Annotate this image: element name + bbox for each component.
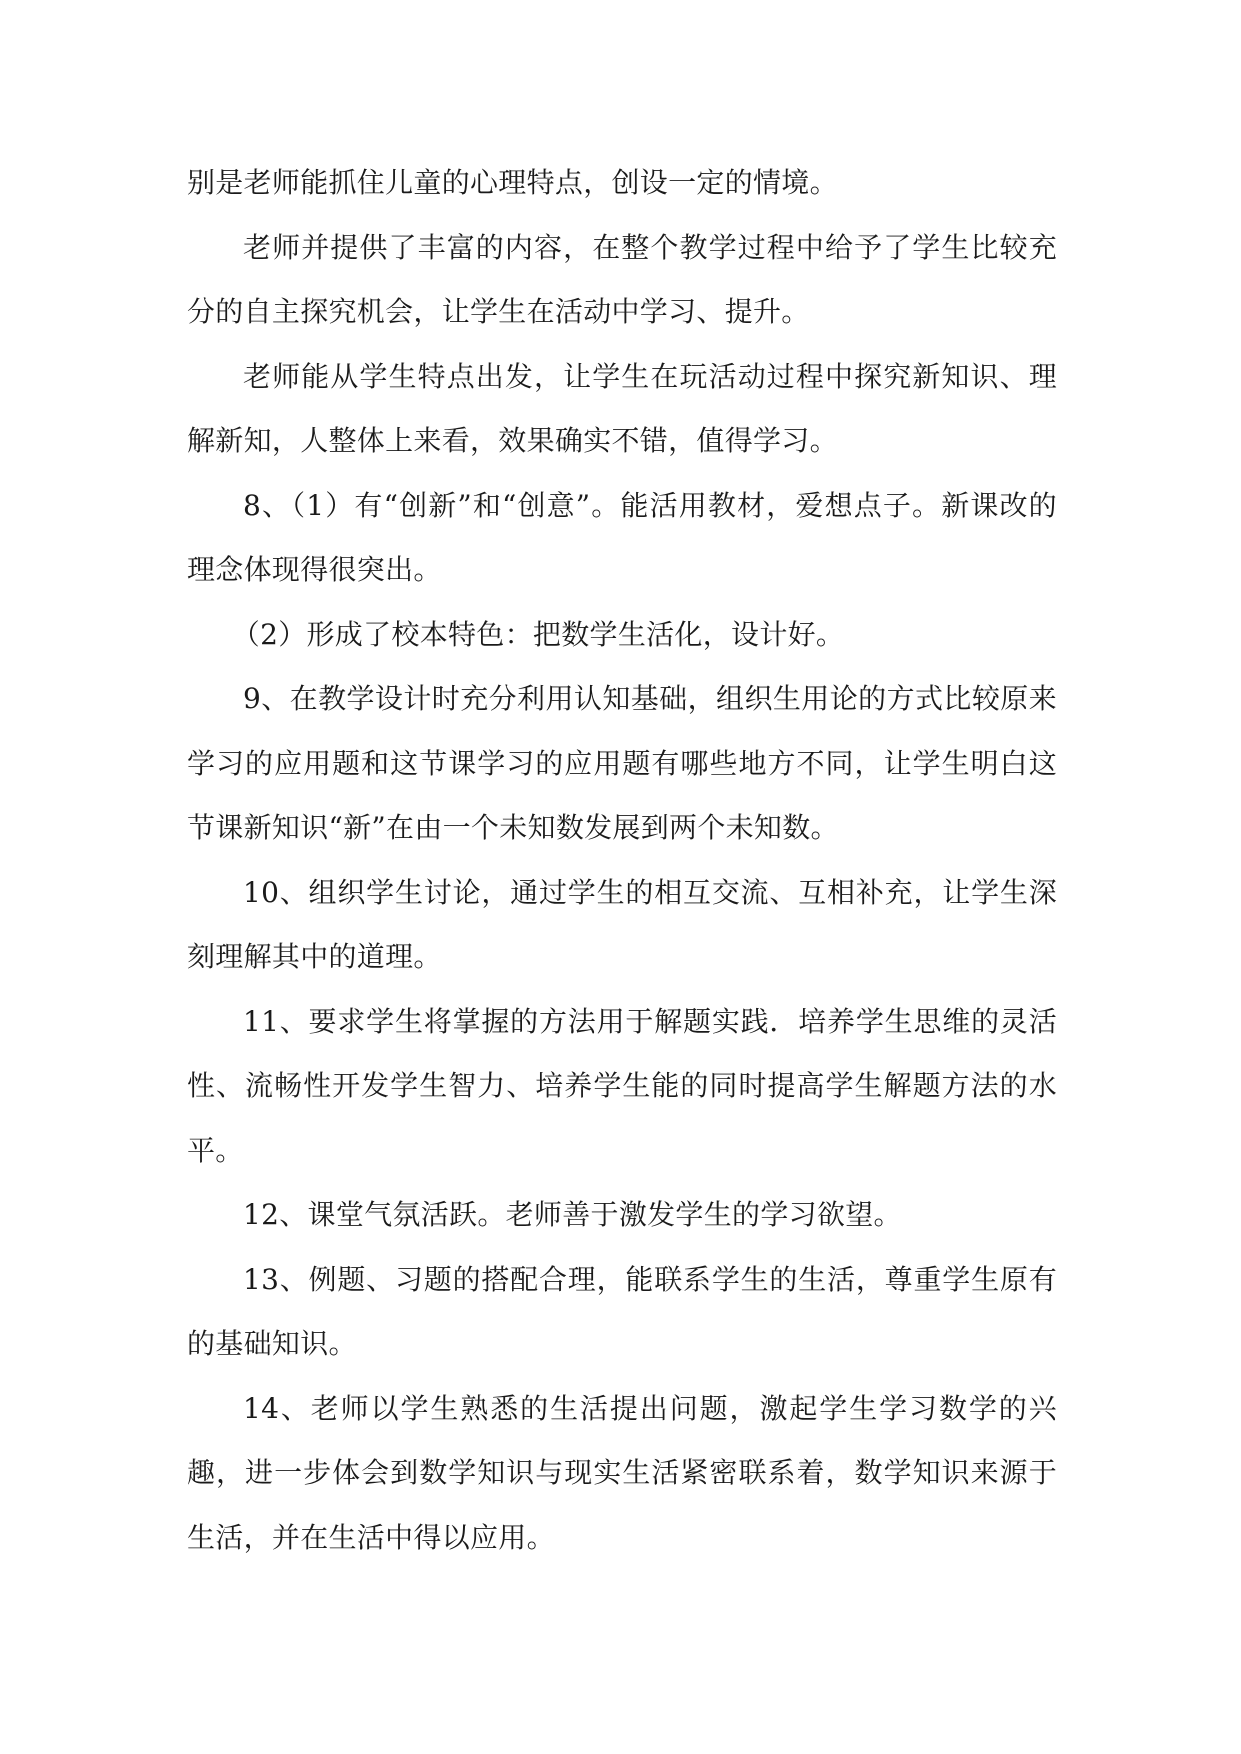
paragraph: 12、课堂气氛活跃。老师善于激发学生的学习欲望。 bbox=[243, 1198, 902, 1231]
paragraph: （2）形成了校本特色：把数学生活化，设计好。 bbox=[231, 617, 845, 651]
paragraph: 别是老师能抓住儿童的心理特点，创设一定的情境。 bbox=[187, 166, 838, 199]
paragraph: 8、（1）有“创新”和“创意”。能活用教材，爱想点子。新课改的理念体现得很突出。 bbox=[187, 488, 1057, 586]
paragraph: 14、老师以学生熟悉的生活提出问题，激起学生学习数学的兴趣，进一步体会到数学知识与现实生活紧密联系着，数学知识来源于生活，并在生活中得以应用。 bbox=[187, 1391, 1057, 1554]
paragraph: 11、要求学生将掌握的方法用于解题实践．培养学生思维的灵活性、流畅性开发学生智力、培养学生能的同时提高学生解题方法的水平。 bbox=[187, 1004, 1057, 1167]
paragraph: 老师能从学生特点出发，让学生在玩活动过程中探究新知识、理解新知，人整体上来看，效果确实不错，值得学习。 bbox=[187, 359, 1057, 457]
paragraph: 老师并提供了丰富的内容，在整个教学过程中给予了学生比较充分的自主探究机会，让学生在活动中学习、提升。 bbox=[187, 230, 1057, 328]
paragraph: 9、在教学设计时充分利用认知基础，组织生用论的方式比较原来学习的应用题和这节课学习的应用题有哪些地方不同，让学生明白这节课新知识“新”在由一个未知数发展到两个未知数。 bbox=[187, 682, 1057, 844]
paragraph: 13、例题、习题的搭配合理，能联系学生的生活，尊重学生原有的基础知识。 bbox=[187, 1262, 1057, 1360]
document-body bbox=[187, 151, 1057, 1570]
paragraph: 10、组织学生讨论，通过学生的相互交流、互相补充，让学生深刻理解其中的道理。 bbox=[187, 875, 1057, 973]
